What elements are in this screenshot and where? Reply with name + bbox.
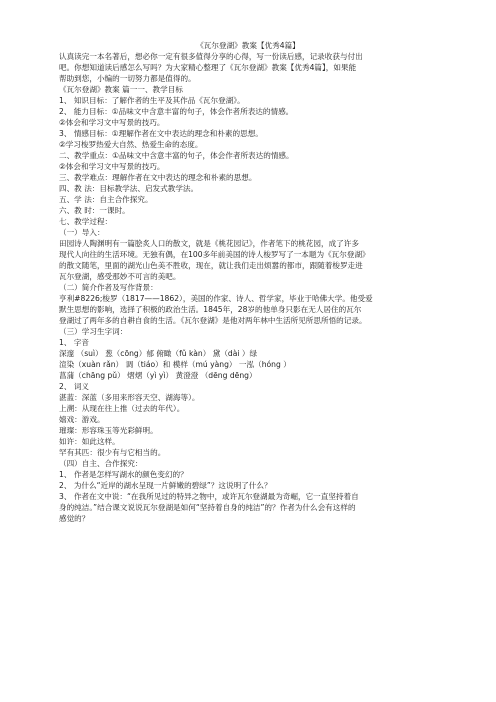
text-line: 2、 为什么“近岸的湖水呈现一片鲜嫩的碧绿”？这说明了什么？ — [59, 481, 272, 490]
text-line: （二）简介作者及写作背景： — [59, 283, 158, 292]
text-line: 田园诗人陶渊明有一篇脍炙人口的散文，就是《桃花园记》，作者笔下的桃花园，成了许多 — [59, 239, 359, 248]
text-line: （一）导入： — [59, 228, 105, 237]
text-line: ②学习梭罗热爱大自然、热爱生命的态度。 — [59, 140, 203, 149]
text-line: 吧。你想知道读后感怎么写吗？为大家精心整理了《瓦尔登湖》教案【优秀4篇】，如果能 — [59, 63, 357, 72]
text-line: 璀璨：形容珠玉等光彩鲜明。 — [59, 426, 158, 435]
text-line: 登湖过了两年多的自耕自食的生活。《瓦尔登湖》是他对两年林中生活所见所思所悟的记录。 — [59, 316, 367, 325]
text-line: 1、 知识目标：了解作者的生平及其作品《瓦尔登湖》。 — [59, 96, 245, 105]
text-line: 认真读完一本名著后，想必你一定有很多值得分享的心得，写一份读后感，记录收获与付出 — [59, 52, 363, 61]
text-line: 六、教 时：一课时。 — [59, 206, 130, 215]
text-line: 现代人向往的生活环境。无独有偶，在100多年前美国的诗人梭罗写了一本题为《瓦尔登湖》 — [59, 250, 370, 259]
text-line: 帮助到您，小编的一切努力都是值得的。 — [59, 74, 196, 83]
text-line: 如许：如此这样。 — [59, 437, 120, 446]
text-line: 瓦尔登湖，感受那妙不可言的美吧。 — [59, 272, 181, 281]
text-line: 七、教学过程： — [59, 217, 113, 226]
text-line: ②体会和学习文中写景的技巧。 — [59, 162, 165, 171]
text-line: 三、教学难点：理解作者在文中表达的理念和朴素的思想。 — [59, 173, 257, 182]
text-line: （三）学习生字词： — [59, 327, 128, 336]
text-line: 亨利#8226;梭罗（1817——1862），美国的作家、诗人、哲学家，毕业于哈佛大学。他受爱 — [59, 294, 373, 303]
text-line: 3、 作者在文中说：“在我所见过的特异之物中，或许瓦尔登湖最为奇崛，它一直坚持着自 — [59, 492, 359, 501]
text-line: 湛蓝：深蓝（多用来形容天空、湖海等）。 — [59, 393, 200, 402]
text-line: 感觉的？ — [59, 514, 90, 523]
text-line: 嬉戏：游戏。 — [59, 415, 105, 424]
text-line: 罕有其匹：很少有与它相当的。 — [59, 448, 166, 457]
text-line: 菖蒲（chāng pǔ） 熠熠（yì yì） 黄澄澄 （dēng dēng） — [59, 371, 257, 380]
text-line: （四）自主、合作探究： — [59, 459, 143, 468]
text-line: 四、教 法：目标教学法、启发式教学法。 — [59, 184, 199, 193]
text-line: 《瓦尔登湖》教案 篇一一、教学目标 — [59, 85, 183, 94]
text-line: 上溯：从现在往上推（过去的年代）。 — [59, 404, 185, 413]
text-line: 3、 情感目标：①理解作者在文中表达的理念和朴素的思想。 — [59, 129, 263, 138]
text-line: 五、学 法：自主合作探究。 — [59, 195, 153, 204]
text-line: 身的纯洁。”结合课文说说瓦尔登湖是如何“坚持着自身的纯洁”的？作者为什么会有这样的 — [59, 503, 356, 512]
text-line: 2、 能力目标：①品味文中含意丰富的句子，体会作者所表达的情感。 — [59, 107, 294, 116]
text-line: 1、 字音 — [59, 338, 90, 347]
text-line: 二、教学重点：①品味文中含意丰富的句子，体会作者所表达的情感。 — [59, 151, 294, 160]
text-line: 默生思想的影响，选择了积极的政治生活。1845年，28岁的他单身只影在无人居住的瓦尔 — [59, 305, 362, 314]
text-line: 深邃 （suì） 葱（cōng）郁 俯瞰（fǔ kàn） 黛（dài ）绿 — [59, 349, 258, 358]
text-line: 的散文随笔，里面的湖光山色美不胜收，现在，就让我们走出烦嚣的都市，跟随着梭罗走进 — [59, 261, 363, 270]
document-title: 《瓦尔登湖》教案【优秀4篇】 — [196, 41, 300, 50]
text-line: 渲染（xuàn rǎn） 调（tiáo）和 模样（mú yàng） 一泓（hóng ） — [59, 360, 291, 369]
text-line: 1、 作者是怎样写湖水的颜色变幻的？ — [59, 470, 188, 479]
text-line: ②体会和学习文中写景的技巧。 — [59, 118, 165, 127]
text-line: 2、 词义 — [59, 382, 90, 391]
